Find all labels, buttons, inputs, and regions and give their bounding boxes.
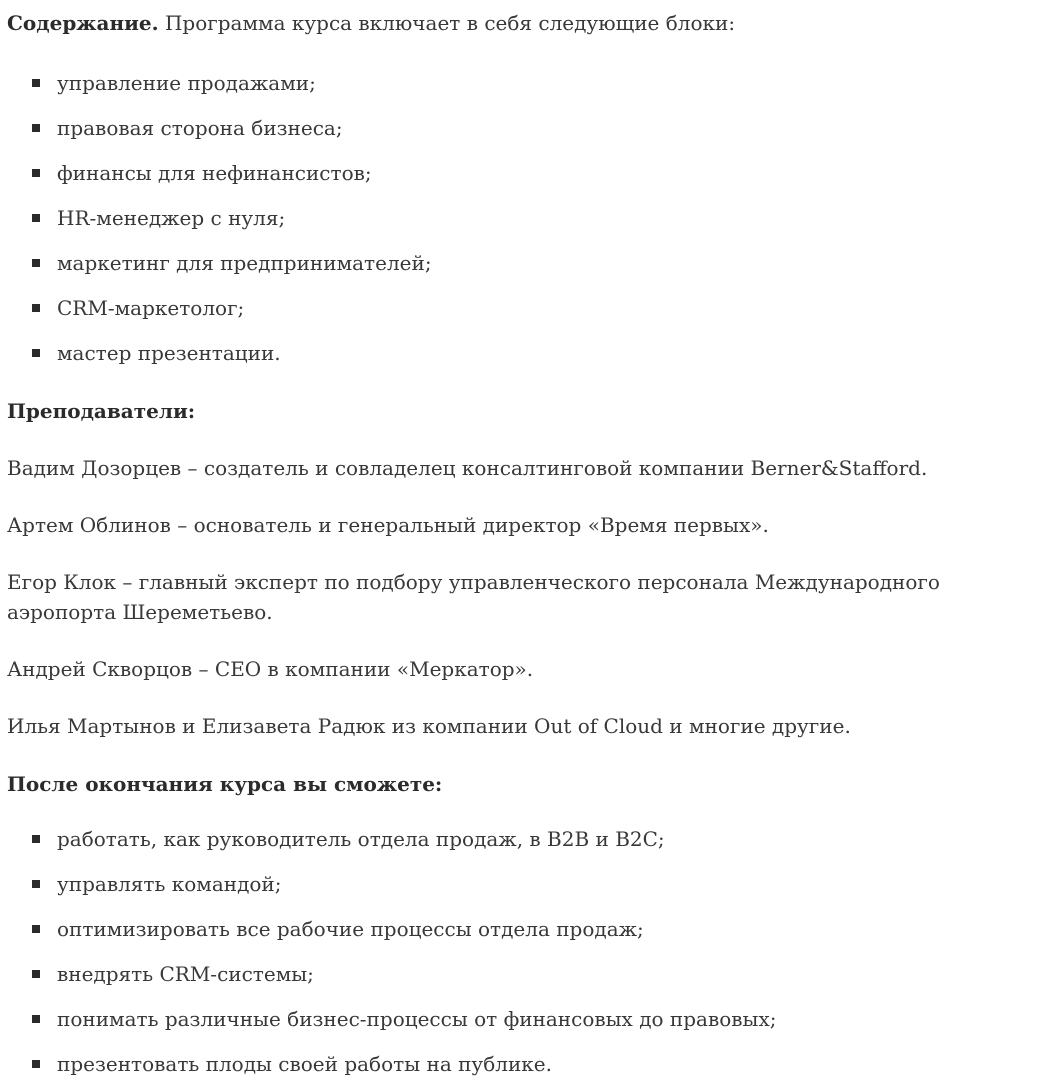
outcomes-list [7,824,1040,1079]
list-item-text: презентовать плоды своей работы на публике. [57,1052,552,1076]
square-bullet-icon [32,304,40,312]
section-heading-outcomes: После окончания курса вы сможете: [7,772,443,796]
square-bullet-icon [32,970,40,978]
article-body [7,8,1040,1079]
teacher-paragraph: Илья Мартынов и Елизавета Радюк из компании Out of Cloud и многие другие. [7,714,851,738]
contents-lead-label: Содержание. [7,11,159,35]
list-item-text: работать, как руководитель отдела продаж, в B2B и B2C; [57,827,665,851]
square-bullet-icon [32,169,40,177]
intro-text: Программа курса включает в себя следующие блоки: [164,11,736,35]
list-item [7,869,1040,899]
teachers-paragraphs [7,453,1040,741]
list-item [7,824,1040,854]
course-blocks-list [7,68,1040,368]
section-heading-teachers: Преподаватели: [7,399,196,423]
list-item [7,1004,1040,1034]
list-item-text: управлять командой; [57,872,282,896]
list-item [7,338,1040,368]
list-item-text: управление продажами; [57,71,316,95]
intro-paragraph [7,8,1040,38]
square-bullet-icon [32,124,40,132]
list-item-text: внедрять CRM-системы; [57,962,314,986]
teacher-paragraph: Егор Клок – главный эксперт по подбору управленческого персонала Международного аэропорта Шереметьево. [7,570,940,624]
teacher-paragraph: Андрей Скворцов – CEO в компании «Меркатор». [7,657,534,681]
square-bullet-icon [32,79,40,87]
list-item-text: мастер презентации. [57,341,281,365]
list-item-text: маркетинг для предпринимателей; [57,251,432,275]
list-item [7,959,1040,989]
list-item-text: CRM-маркетолог; [57,296,245,320]
teacher-paragraph: Артем Облинов – основатель и генеральный директор «Время первых». [7,513,769,537]
list-item-text: оптимизировать все рабочие процессы отдела продаж; [57,917,644,941]
square-bullet-icon [32,835,40,843]
square-bullet-icon [32,349,40,357]
list-item [7,914,1040,944]
square-bullet-icon [32,214,40,222]
square-bullet-icon [32,880,40,888]
list-item [7,248,1040,278]
list-item-text: HR-менеджер с нуля; [57,206,286,230]
list-item [7,203,1040,233]
square-bullet-icon [32,925,40,933]
list-item-text: понимать различные бизнес-процессы от финансовых до правовых; [57,1007,777,1031]
teacher-paragraph: Вадим Дозорцев – создатель и совладелец консалтинговой компании Berner&Stafford. [7,456,928,480]
square-bullet-icon [32,259,40,267]
list-item-text: правовая сторона бизнеса; [57,116,343,140]
square-bullet-icon [32,1060,40,1068]
list-item [7,113,1040,143]
list-item [7,158,1040,188]
list-item-text: финансы для нефинансистов; [57,161,372,185]
square-bullet-icon [32,1015,40,1023]
list-item [7,293,1040,323]
list-item [7,1049,1040,1079]
list-item [7,68,1040,98]
